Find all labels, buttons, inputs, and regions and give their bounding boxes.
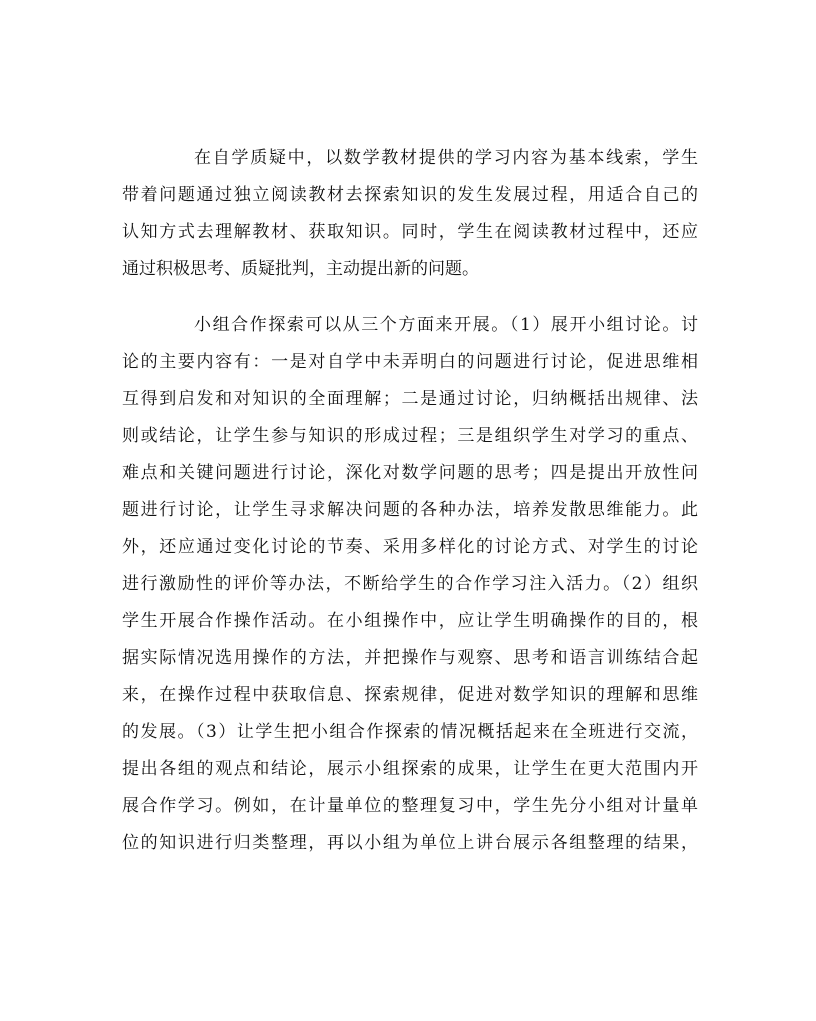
paragraph-line: 位的知识进行归类整理，再以小组为单位上讲台展示各组整理的结果， [122,833,698,853]
paragraph-line: 通过积极思考、质疑批判，主动提出新的问题。 [122,259,479,279]
paragraph-group-cooperation [122,307,698,862]
paragraph-line: 带着问题通过独立阅读教材去探索知识的发生发展过程，用适合自己的 [122,185,698,205]
paragraph-line: 在自学质疑中，以数学教材提供的学习内容为基本线索，学生 [194,148,698,168]
paragraph-line: 外，还应通过变化讨论的节奏、采用多样化的讨论方式、对学生的讨论 [122,537,698,557]
paragraph-line: 来，在操作过程中获取信息、探索规律，促进对数学知识的理解和思维 [122,685,698,705]
paragraph-line: 据实际情况选用操作的方法，并把操作与观察、思考和语言训练结合起 [122,648,698,668]
paragraph-line: 认知方式去理解教材、获取知识。同时，学生在阅读教材过程中，还应 [122,222,698,242]
paragraph-line: 难点和关键问题进行讨论，深化对数学问题的思考；四是提出开放性问 [122,463,698,483]
paragraph-line: 则或结论，让学生参与知识的形成过程；三是组织学生对学习的重点、 [122,426,698,446]
paragraph-line: 论的主要内容有：一是对自学中未弄明白的问题进行讨论，促进思维相 [122,352,698,372]
paragraph-line: 进行激励性的评价等办法，不断给学生的合作学习注入活力。（2）组织 [122,574,698,594]
paragraph-line: 题进行讨论，让学生寻求解决问题的各种办法，培养发散思维能力。此 [122,500,698,520]
paragraph-line: 学生开展合作操作活动。在小组操作中，应让学生明确操作的目的，根 [122,611,698,631]
paragraph-self-study [122,140,698,288]
paragraph-line: 提出各组的观点和结论，展示小组探索的成果，让学生在更大范围内开 [122,759,698,779]
paragraph-line: 的发展。（3）让学生把小组合作探索的情况概括起来在全班进行交流， [122,722,698,742]
paragraph-line: 互得到启发和对知识的全面理解；二是通过讨论，归纳概括出规律、法 [122,389,698,409]
paragraph-line: 小组合作探索可以从三个方面来开展。（1）展开小组讨论。讨 [194,315,698,335]
paragraph-line: 展合作学习。例如，在计量单位的整理复习中，学生先分小组对计量单 [122,796,698,816]
